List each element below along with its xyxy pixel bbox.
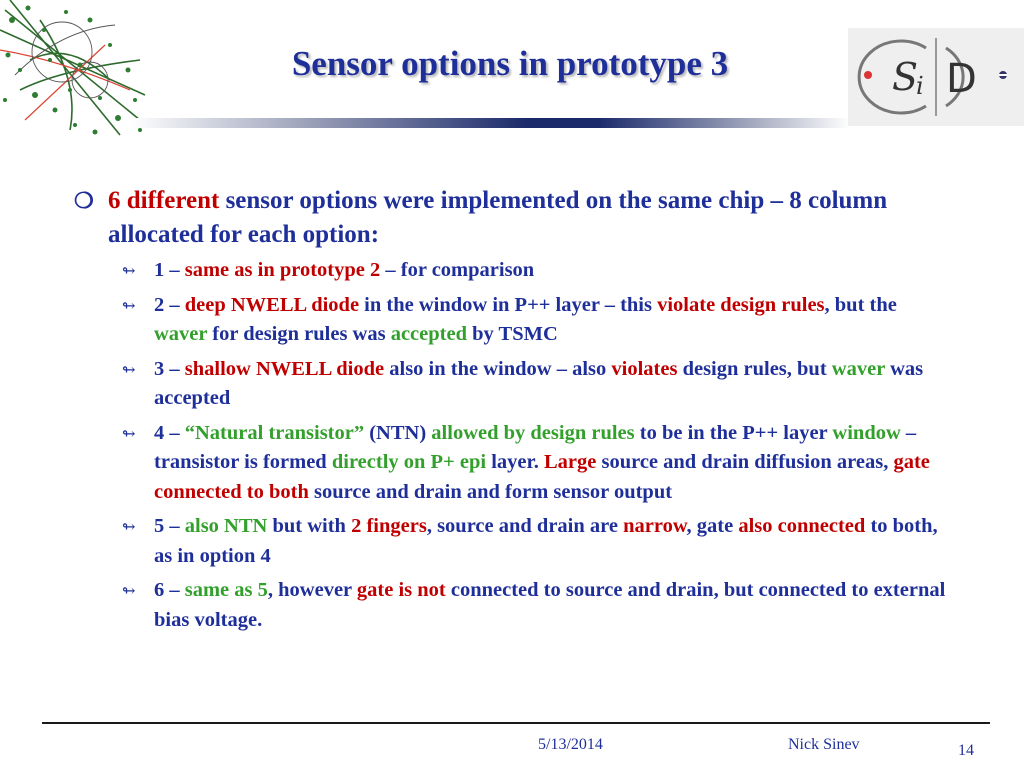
text-segment: , gate	[686, 515, 739, 537]
options-list	[72, 256, 952, 635]
text-segment: but with	[267, 515, 352, 537]
text-segment: also connected	[738, 515, 866, 537]
option-item	[72, 355, 952, 414]
text-segment: 3 –	[154, 357, 185, 380]
text-segment: 5 –	[154, 515, 185, 537]
footer-author: Nick Sinev	[788, 736, 860, 753]
option-text	[154, 579, 945, 631]
text-segment: source and drain and form sensor output	[308, 480, 673, 503]
slide-body	[72, 184, 952, 640]
text-segment: window	[832, 421, 901, 444]
text-segment: 4 –	[154, 421, 185, 444]
main-bullet-text	[108, 187, 887, 248]
text-segment: (NTN)	[364, 421, 432, 444]
text-segment: was accepted	[154, 357, 924, 409]
text-segment: to both, as in option 4	[154, 515, 938, 567]
text-segment: , source and drain are	[426, 515, 624, 537]
text-segment: 2 –	[154, 293, 185, 316]
text-segment: for design rules was	[207, 323, 391, 345]
footer-date: 5/13/2014	[538, 736, 603, 753]
text-segment: sensor options were implemented on the same chip – 8 column allocated for each option:	[108, 187, 888, 248]
text-segment: same as in prototype 2	[184, 259, 381, 281]
text-segment: , however	[267, 579, 357, 601]
text-segment: Large	[543, 451, 597, 473]
text-segment: gate is not	[356, 579, 446, 601]
text-segment: by TSMC	[466, 323, 558, 345]
curved-arrow-bullet-icon: ↬	[122, 263, 136, 280]
curved-arrow-bullet-icon: ↬	[122, 361, 136, 379]
text-segment: narrow	[623, 515, 687, 537]
logo-letter-s: S	[892, 55, 919, 99]
text-segment: “Natural transistor”	[184, 421, 365, 444]
text-segment: gate connected to both	[154, 451, 930, 503]
text-segment: also in the window – also	[384, 357, 612, 380]
option-text	[154, 259, 534, 281]
logo-letter-i: i	[916, 72, 924, 100]
option-item	[72, 512, 952, 571]
text-segment: waver	[831, 357, 885, 380]
text-segment: , but the	[824, 293, 897, 316]
text-segment: 1 –	[154, 259, 185, 281]
text-segment: source and drain diffusion areas,	[596, 451, 894, 473]
curved-arrow-bullet-icon: ↬	[122, 583, 136, 600]
text-segment: 6 –	[154, 579, 185, 601]
option-text	[154, 422, 930, 503]
option-text	[154, 515, 938, 567]
text-segment: layer.	[486, 451, 544, 473]
footer-divider	[42, 722, 990, 724]
option-item	[72, 291, 952, 350]
sid-logo	[848, 28, 1024, 126]
text-segment: 2 fingers	[351, 515, 427, 537]
text-segment: same as 5	[184, 579, 268, 601]
text-segment: violate design rules	[657, 293, 825, 316]
text-segment: shallow NWELL diode	[184, 357, 385, 380]
text-segment: design rules, but	[677, 357, 832, 380]
option-text	[154, 294, 897, 346]
curved-arrow-bullet-icon: ↬	[122, 297, 136, 315]
main-bullet	[72, 184, 952, 252]
option-text	[154, 358, 923, 410]
text-segment: allowed by design rules	[431, 421, 635, 444]
text-segment: directly on P+ epi	[331, 451, 487, 473]
text-segment: 6 different	[108, 187, 220, 214]
option-item	[72, 576, 952, 635]
text-segment: also NTN	[184, 515, 268, 537]
particle-event-display-image	[0, 0, 150, 140]
text-segment: – for comparison	[380, 259, 535, 281]
text-segment: – transistor is formed	[154, 421, 917, 473]
curved-arrow-bullet-icon: ↬	[122, 425, 136, 443]
option-item	[72, 419, 952, 508]
text-segment: violates	[611, 357, 678, 380]
option-item	[72, 256, 952, 286]
text-segment: deep NWELL diode	[184, 293, 360, 316]
page-number: 14	[958, 742, 974, 759]
title-underline-bar	[130, 118, 850, 128]
curved-arrow-bullet-icon: ↬	[122, 519, 136, 536]
sid-logo-graphic	[848, 28, 1024, 126]
text-segment: waver	[154, 323, 208, 345]
hollow-circle-bullet-icon: ❍	[74, 188, 94, 213]
text-segment: connected to source and drain, but connected to external bias voltage.	[154, 579, 946, 631]
logo-letter-d: D	[946, 56, 977, 102]
text-segment: accepted	[390, 323, 467, 345]
text-segment: in the window in P++ layer – this	[359, 293, 658, 316]
slide-title: Sensor options in prototype 3	[291, 44, 729, 83]
text-segment: to be in the P++ layer	[634, 421, 833, 444]
